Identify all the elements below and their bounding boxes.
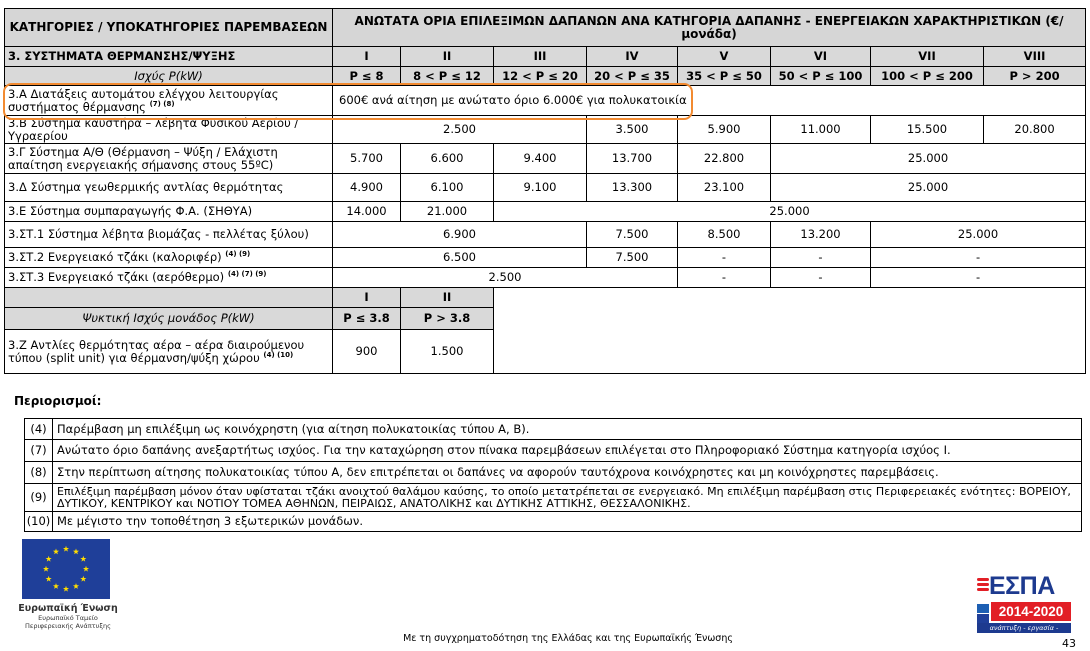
row-label-3st2 [5, 248, 333, 268]
table-cell: 25.000 [871, 222, 1086, 248]
power-range: 20 < P ≤ 35 [587, 67, 678, 86]
table-cell: 9.400 [494, 144, 587, 174]
power-range: P ≤ 8 [333, 67, 401, 86]
note-number: (4) [25, 419, 53, 440]
eu-star-icon [83, 566, 89, 572]
category-header: IV [587, 47, 678, 67]
row-label-3b: 3.Β Σύστημα καυστήρα – λέβητα Φυσικού Αερίου / Υγραερίου [5, 116, 333, 144]
spacer-cell [5, 288, 333, 308]
cooling-power-label: Ψυκτική Ισχύς μονάδος P(kW) [5, 308, 333, 330]
table-cell: 6.100 [401, 174, 494, 202]
espa-years: 2014-2020 [991, 602, 1071, 621]
eu-fund-line1: Ευρωπαϊκό Ταμείο [38, 614, 98, 622]
table-cell: 5.900 [678, 116, 771, 144]
eu-star-icon [73, 583, 79, 589]
table-cell: 6.900 [333, 222, 587, 248]
power-range: P ≤ 3.8 [333, 308, 401, 330]
power-range: 8 < P ≤ 12 [401, 67, 494, 86]
table-cell: 20.800 [984, 116, 1086, 144]
category-header: I [333, 47, 401, 67]
empty-area [494, 288, 1086, 374]
note-number: (8) [25, 462, 53, 484]
table-cell: 2.500 [333, 268, 678, 288]
footnote-ref: (7) (8) [149, 99, 175, 108]
eu-fund-line2: Περιφερειακής Ανάπτυξης [25, 622, 111, 630]
table-cell: 1.500 [401, 330, 494, 374]
cofinance-text: Με τη συγχρηματοδότηση της Ελλάδας και της Ευρωπαϊκής Ένωσης [403, 633, 733, 644]
note-text: Με μέγιστο την τοποθέτηση 3 εξωτερικών μονάδων. [53, 512, 1082, 532]
greek-flag-icon [977, 604, 989, 613]
eu-title: Ευρωπαϊκή Ένωση [18, 603, 118, 614]
table-cell: - [678, 248, 771, 268]
table-cell: - [871, 248, 1086, 268]
eu-star-icon [80, 556, 86, 562]
footnote-ref: (4) (7) (9) [227, 270, 267, 279]
category-header: II [401, 47, 494, 67]
eu-star-icon [43, 566, 49, 572]
table-cell: 900 [333, 330, 401, 374]
footnote-ref: (4) (10) [263, 350, 294, 359]
row-label-3g: 3.Γ Σύστημα Α/Θ (Θέρμανση – Ψύξη / Ελάχιστη απαίτηση ενεργειακής σήμανσης στους 55ºC) [5, 144, 333, 174]
espa-stripes-icon [977, 578, 989, 596]
table-cell: 25.000 [771, 144, 1086, 174]
table-cell: 8.500 [678, 222, 771, 248]
category-header: VI [771, 47, 871, 67]
category-header: VII [871, 47, 984, 67]
page-number: 43 [1062, 637, 1076, 650]
note-text: Ανώτατο όριο δαπάνης ανεξαρτήτως ισχύος. Για την καταχώρηση στον πίνακα παρεμβάσεων επιλέγεται στο Πληροφοριακό Σύστημα κατηγορία ισχύος Ι. [53, 440, 1082, 462]
row-label-text: 3.ΣΤ.2 Ενεργειακό τζάκι (καλοριφέρ) [8, 250, 222, 264]
table-cell: - [771, 248, 871, 268]
table-cell: 11.000 [771, 116, 871, 144]
table-cell: 6.600 [401, 144, 494, 174]
row-label-text: 3.Α Διατάξεις αυτομάτου ελέγχου λειτουργίας συστήματος θέρμανσης [8, 86, 279, 114]
note-number: (7) [25, 440, 53, 462]
eu-flag-logo [22, 539, 110, 599]
row-label-3a [5, 86, 333, 116]
power-range: 35 < P ≤ 50 [678, 67, 771, 86]
eu-star-icon [53, 583, 59, 589]
category-header: VIII [984, 47, 1086, 67]
power-range: P > 3.8 [401, 308, 494, 330]
note-text: Παρέμβαση μη επιλέξιμη ως κοινόχρηστη (για αίτηση πολυκατοικίας τύπου Α, Β). [53, 419, 1082, 440]
table-cell: 25.000 [771, 174, 1086, 202]
table-cell: 5.700 [333, 144, 401, 174]
category-header: I [333, 288, 401, 308]
eu-star-icon [46, 556, 52, 562]
power-label: Ισχύς P(kW) [5, 67, 333, 86]
table-cell: 13.200 [771, 222, 871, 248]
eu-flag-small-icon [977, 614, 989, 623]
table-cell: 23.100 [678, 174, 771, 202]
eu-star-icon [53, 548, 59, 554]
row-label-3st1: 3.ΣΤ.1 Σύστημα λέβητα βιομάζας - πελλέτας ξύλου) [5, 222, 333, 248]
table-cell: 21.000 [401, 202, 494, 222]
row-label-3e: 3.Ε Σύστημα συμπαραγωγής Φ.Α. (ΣΗΘΥΑ) [5, 202, 333, 222]
espa-word: ΕΣΠΑ [989, 572, 1055, 600]
note-row [25, 484, 1082, 512]
row-label-3z [5, 330, 333, 374]
table-cell: - [771, 268, 871, 288]
table-cell: 7.500 [587, 222, 678, 248]
table-cell: 7.500 [587, 248, 678, 268]
eu-star-icon [80, 576, 86, 582]
note-row [25, 440, 1082, 462]
category-header: II [401, 288, 494, 308]
note-row [25, 462, 1082, 484]
row-label-text: 3.ΣΤ.3 Ενεργειακό τζάκι (αερόθερμο) [8, 270, 225, 284]
table-cell: 22.800 [678, 144, 771, 174]
note-number: (9) [25, 484, 53, 512]
table-cell: 13.300 [587, 174, 678, 202]
eu-star-icon [63, 546, 69, 552]
table-cell: 3.500 [587, 116, 678, 144]
table-cell: - [678, 268, 771, 288]
power-range: 50 < P ≤ 100 [771, 67, 871, 86]
note-number: (10) [25, 512, 53, 532]
expenditure-limits-table [4, 8, 1086, 374]
table-cell: - [871, 268, 1086, 288]
table-cell: 15.500 [871, 116, 984, 144]
header-categories: ΚΑΤΗΓΟΡΙΕΣ / ΥΠΟΚΑΤΗΓΟΡΙΕΣ ΠΑΡΕΜΒΑΣΕΩΝ [5, 9, 333, 47]
espa-tagline: ανάπτυξη - εργασία - αλληλεγγύη [977, 623, 1071, 633]
table-cell: 9.100 [494, 174, 587, 202]
note-row [25, 512, 1082, 532]
row-label-3st3 [5, 268, 333, 288]
note-text: Στην περίπτωση αίτησης πολυκατοικίας τύπου Α, δεν επιτρέπεται οι δαπάνες να αφορούν ταυτόχρονα κοινόχρηστες και μη κοινόχρηστες παρεμβάσεις. [53, 462, 1082, 484]
table-cell: 2.500 [333, 116, 587, 144]
eu-star-icon [46, 576, 52, 582]
eu-stars-icon [22, 539, 110, 599]
cell-3a-value: 600€ ανά αίτηση με ανώτατο όριο 6.000€ για πολυκατοικία [333, 86, 1086, 116]
header-limits: ΑΝΩΤΑΤΑ ΟΡΙΑ ΕΠΙΛΕΞΙΜΩΝ ΔΑΠΑΝΩΝ ΑΝΑ ΚΑΤΗΓΟΡΙΑ ΔΑΠΑΝΗΣ - ΕΝΕΡΓΕΙΑΚΩΝ ΧΑΡΑΚΤΗΡΙΣΤΙΚΩΝ (€/μονάδα) [333, 9, 1086, 47]
footnote-ref: (4) (9) [225, 250, 251, 259]
eu-star-icon [63, 586, 69, 592]
note-row [25, 419, 1082, 440]
notes-title: Περιορισμοί: [14, 394, 102, 408]
table-cell: 4.900 [333, 174, 401, 202]
power-range: P > 200 [984, 67, 1086, 86]
notes-table [24, 418, 1082, 532]
table-cell: 14.000 [333, 202, 401, 222]
table-cell: 6.500 [333, 248, 587, 268]
category-header: III [494, 47, 587, 67]
power-range: 12 < P ≤ 20 [494, 67, 587, 86]
table-cell: 25.000 [494, 202, 1086, 222]
row-label-3d: 3.Δ Σύστημα γεωθερμικής αντλίας θερμότητας [5, 174, 333, 202]
power-range: 100 < P ≤ 200 [871, 67, 984, 86]
note-text: Επιλέξιμη παρέμβαση μόνον όταν υφίσταται τζάκι ανοιχτού θαλάμου καύσης, το οποίο μετατρέπεται σε ενεργειακό. Μη επιλέξιμη παρέμβαση στις Περιφερειακές ενότητες: ΒΟΡΕΙΟΥ, ΔΥΤΙΚΟΥ, ΚΕΝΤΡΙΚΟΥ και ΝΟΤΙΟΥ ΤΟΜΕΑ ΑΘΗΝΩΝ, ΠΕΙΡΑΙΩΣ, ΑΝΑΤΟΛΙΚΗΣ και ΔΥΤΙΚΗΣ ΑΤΤΙΚΗΣ, ΘΕΣΣΑΛΟΝΙΚΗΣ. [53, 484, 1082, 512]
eu-text-block [8, 603, 128, 630]
row-label-text: 3.Ζ Αντλίες θερμότητας αέρα – αέρα διαιρούμενου τύπου (split unit) για θέρμανση/ψύξη χώρου [8, 337, 305, 365]
category-header: V [678, 47, 771, 67]
espa-logo [975, 572, 1071, 642]
eu-star-icon [73, 548, 79, 554]
section-title: 3. ΣΥΣΤΗΜΑΤΑ ΘΕΡΜΑΝΣΗΣ/ΨΥΞΗΣ [5, 47, 333, 67]
table-cell: 13.700 [587, 144, 678, 174]
